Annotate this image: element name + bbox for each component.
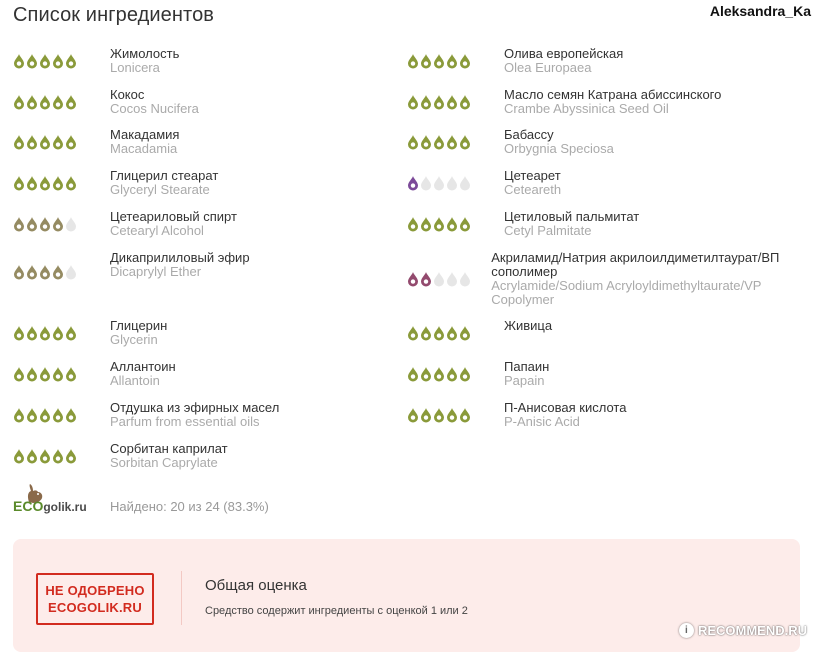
rating-drop-filled-icon — [52, 53, 64, 69]
rating-drop-filled-icon — [459, 134, 471, 150]
ingredient-item[interactable] — [13, 169, 393, 197]
ingredient-item[interactable] — [407, 210, 802, 238]
rating-drop-filled-icon — [433, 366, 445, 382]
ingredient-name-latin: Orbygnia Speciosa — [504, 141, 614, 156]
ingredient-item[interactable] — [13, 442, 393, 470]
rating-drop-filled-icon — [13, 53, 25, 69]
page-title: Список ингредиентов — [13, 4, 215, 26]
ingredient-name-ru[interactable]: Кокос — [110, 87, 145, 102]
ingredient-name-ru[interactable]: Бабассу — [504, 127, 554, 142]
ingredient-item[interactable] — [407, 401, 802, 429]
ingredient-rating — [407, 251, 491, 307]
ingredient-name-latin: Glycerin — [110, 332, 158, 347]
ingredient-name-latin: Dicaprylyl Ether — [110, 264, 202, 279]
rating-drop-filled-icon — [420, 366, 432, 382]
rating-drop-filled-icon — [65, 366, 77, 382]
ingredient-rating — [407, 319, 504, 346]
ingredient-name-latin: Glyceryl Stearate — [110, 182, 210, 197]
rating-drop-filled-icon — [26, 134, 38, 150]
rating-drop-filled-icon — [407, 325, 419, 341]
rating-drop-filled-icon — [446, 407, 458, 423]
rating-drop-filled-icon — [433, 134, 445, 150]
ingredient-name-ru[interactable]: Сорбитан каприлат — [110, 441, 228, 456]
ingredient-rating — [407, 401, 504, 428]
rating-drop-filled-icon — [52, 325, 64, 341]
ingredient-rating — [407, 169, 504, 196]
rating-drop-filled-icon — [52, 407, 64, 423]
rating-drop-filled-icon — [65, 53, 77, 69]
rating-drop-filled-icon — [459, 216, 471, 232]
ingredient-item[interactable] — [13, 128, 393, 156]
ingredient-name-ru[interactable]: Цетеариловый спирт — [110, 209, 237, 224]
logo-golik-text: golik.ru — [43, 500, 87, 514]
rating-drop-filled-icon — [26, 264, 38, 280]
rating-drop-filled-icon — [13, 264, 25, 280]
rating-drop-filled-icon — [459, 53, 471, 69]
rating-drop-empty-icon — [446, 271, 458, 287]
ingredient-item[interactable] — [13, 401, 393, 429]
not-approved-stamp — [36, 573, 154, 625]
rating-drop-filled-icon — [39, 134, 51, 150]
ingredient-rating — [13, 319, 110, 346]
rating-drop-empty-icon — [433, 271, 445, 287]
rating-drop-filled-icon — [39, 94, 51, 110]
ingredient-item[interactable] — [407, 319, 802, 346]
rating-drop-filled-icon — [420, 53, 432, 69]
ingredient-name-latin: Macadamia — [110, 141, 178, 156]
rating-drop-filled-icon — [433, 94, 445, 110]
rating-drop-filled-icon — [39, 53, 51, 69]
rating-drop-filled-icon — [433, 53, 445, 69]
ingredient-name-latin: Allantoin — [110, 373, 160, 388]
ingredient-name-ru[interactable]: Олива европейская — [504, 46, 624, 61]
rating-drop-filled-icon — [407, 271, 419, 287]
ingredient-name-latin: Papain — [504, 373, 545, 388]
verdict-divider — [181, 571, 182, 625]
rating-drop-filled-icon — [407, 94, 419, 110]
rating-drop-filled-icon — [65, 175, 77, 191]
ingredient-rating — [407, 47, 504, 74]
rating-drop-filled-icon — [39, 407, 51, 423]
rating-drop-filled-icon — [39, 448, 51, 464]
ingredient-name-ru[interactable]: П-Анисовая кислота — [504, 400, 627, 415]
rating-drop-filled-icon — [39, 264, 51, 280]
ingredient-item[interactable] — [13, 88, 393, 116]
rating-drop-filled-icon — [407, 407, 419, 423]
ingredient-rating — [13, 401, 110, 428]
rating-drop-filled-icon — [26, 216, 38, 232]
rating-drop-filled-icon — [52, 366, 64, 382]
rating-drop-filled-icon — [13, 134, 25, 150]
logo-eco-text: ECO — [13, 498, 44, 514]
ingredient-item[interactable] — [407, 128, 802, 156]
ingredient-name-ru[interactable]: Дикаприлиловый эфир — [110, 250, 250, 265]
rating-drop-filled-icon — [26, 448, 38, 464]
rating-drop-filled-icon — [433, 407, 445, 423]
ingredient-rating — [13, 251, 110, 293]
rating-drop-filled-icon — [13, 448, 25, 464]
ingredient-rating — [13, 360, 110, 387]
rating-drop-filled-icon — [407, 216, 419, 232]
rating-drop-filled-icon — [65, 448, 77, 464]
verdict-title: Общая оценка — [205, 577, 307, 594]
rating-drop-filled-icon — [420, 407, 432, 423]
rating-drop-empty-icon — [446, 175, 458, 191]
rating-drop-filled-icon — [420, 271, 432, 287]
rating-drop-empty-icon — [433, 175, 445, 191]
rating-drop-filled-icon — [13, 325, 25, 341]
ecogolik-logo[interactable] — [13, 484, 98, 518]
ingredient-item[interactable] — [407, 169, 802, 197]
rating-drop-empty-icon — [459, 271, 471, 287]
ingredient-rating — [13, 442, 110, 469]
rating-drop-empty-icon — [65, 264, 77, 280]
rating-drop-filled-icon — [459, 94, 471, 110]
rating-drop-filled-icon — [420, 325, 432, 341]
ingredient-item[interactable] — [13, 360, 393, 388]
ingredient-rating — [13, 169, 110, 196]
rating-drop-filled-icon — [26, 407, 38, 423]
rating-drop-filled-icon — [26, 175, 38, 191]
rating-drop-filled-icon — [13, 94, 25, 110]
ingredient-name-latin: Olea Europaea — [504, 60, 592, 75]
ingredient-name-latin: Cetearyl Alcohol — [110, 223, 204, 238]
stamp-line-1: НЕ ОДОБРЕНО — [45, 583, 145, 598]
ingredient-rating — [407, 360, 504, 387]
ingredient-item[interactable] — [407, 88, 802, 116]
rating-drop-filled-icon — [420, 134, 432, 150]
rating-drop-filled-icon — [13, 407, 25, 423]
rating-drop-filled-icon — [433, 216, 445, 232]
ingredient-item[interactable] — [13, 251, 393, 293]
ingredient-name-latin: Ceteareth — [504, 182, 562, 197]
ingredient-name-ru[interactable]: Жимолость — [110, 46, 180, 61]
ingredient-name-ru[interactable]: Живица — [504, 318, 553, 333]
rating-drop-filled-icon — [407, 53, 419, 69]
ingredient-name-ru[interactable]: Папаин — [504, 359, 550, 374]
ingredient-rating — [13, 88, 110, 115]
ingredient-rating — [407, 128, 504, 155]
ingredient-name-latin: Crambe Abyssinica Seed Oil — [504, 101, 669, 116]
ingredient-name-latin: Parfum from essential oils — [110, 414, 260, 429]
ingredient-name-latin: P-Anisic Acid — [504, 414, 580, 429]
rating-drop-filled-icon — [446, 216, 458, 232]
rating-drop-filled-icon — [52, 216, 64, 232]
ingredient-name-ru[interactable]: Глицерил стеарат — [110, 168, 219, 183]
rating-drop-filled-icon — [13, 366, 25, 382]
rating-drop-filled-icon — [26, 94, 38, 110]
ingredient-name-latin: Sorbitan Caprylate — [110, 455, 218, 470]
rating-drop-filled-icon — [39, 216, 51, 232]
ingredient-name-ru[interactable]: Цетеарет — [504, 168, 561, 183]
ingredient-rating — [13, 128, 110, 155]
ingredient-rating — [407, 210, 504, 237]
ingredient-item[interactable] — [407, 47, 802, 75]
watermark-text: RECOMMEND.RU — [697, 623, 807, 638]
rating-drop-empty-icon — [420, 175, 432, 191]
rating-drop-filled-icon — [446, 94, 458, 110]
verdict-description: Средство содержит ингредиенты с оценкой 1 или 2 — [205, 605, 468, 617]
ingredient-name-ru[interactable]: Отдушка из эфирных масел — [110, 400, 280, 415]
rating-drop-filled-icon — [39, 366, 51, 382]
stamp-line-2: ECOGOLIK.RU — [48, 600, 142, 615]
rating-drop-filled-icon — [13, 216, 25, 232]
ingredient-name-ru[interactable]: Макадамия — [110, 127, 180, 142]
ingredient-name-ru[interactable]: Глицерин — [110, 318, 168, 333]
rating-drop-filled-icon — [65, 407, 77, 423]
ingredient-item[interactable] — [13, 319, 393, 347]
rating-drop-filled-icon — [407, 134, 419, 150]
rating-drop-filled-icon — [52, 94, 64, 110]
ingredient-rating — [13, 210, 110, 237]
recommend-watermark — [679, 623, 807, 638]
ingredient-name-latin: Cetyl Palmitate — [504, 223, 592, 238]
rating-drop-filled-icon — [52, 175, 64, 191]
rating-drop-filled-icon — [52, 134, 64, 150]
rating-drop-filled-icon — [13, 175, 25, 191]
username-link[interactable]: Aleksandra_Ka — [709, 3, 811, 19]
rating-drop-filled-icon — [459, 325, 471, 341]
ingredient-name-latin: Lonicera — [110, 60, 160, 75]
rating-drop-filled-icon — [39, 325, 51, 341]
rating-drop-filled-icon — [446, 134, 458, 150]
ingredient-name-ru[interactable]: Цетиловый пальмитат — [504, 209, 640, 224]
watermark-icon: i — [679, 623, 694, 638]
rating-drop-filled-icon — [65, 94, 77, 110]
rating-drop-filled-icon — [26, 53, 38, 69]
rating-drop-filled-icon — [446, 53, 458, 69]
rating-drop-filled-icon — [52, 448, 64, 464]
rating-drop-filled-icon — [65, 134, 77, 150]
ingredient-name-ru[interactable]: Масло семян Катрана абиссинского — [504, 87, 722, 102]
ingredient-rating — [13, 47, 110, 74]
ingredient-rating — [407, 88, 504, 115]
rating-drop-filled-icon — [459, 407, 471, 423]
rating-drop-filled-icon — [52, 264, 64, 280]
rating-drop-filled-icon — [420, 94, 432, 110]
rating-drop-filled-icon — [459, 366, 471, 382]
ingredient-name-latin: Acrylamide/Sodium Acryloyldimethyltaurate/VP Copolymer — [491, 278, 762, 307]
ingredient-item[interactable] — [407, 360, 802, 388]
ingredient-item[interactable] — [407, 251, 802, 307]
ingredient-item[interactable] — [13, 47, 393, 75]
rating-drop-filled-icon — [446, 325, 458, 341]
rating-drop-empty-icon — [65, 216, 77, 232]
rating-drop-filled-icon — [407, 366, 419, 382]
rating-drop-filled-icon — [420, 216, 432, 232]
rating-drop-empty-icon — [459, 175, 471, 191]
rating-drop-filled-icon — [407, 175, 419, 191]
found-count: Найдено: 20 из 24 (83.3%) — [110, 499, 269, 514]
rating-drop-filled-icon — [39, 175, 51, 191]
rating-drop-filled-icon — [446, 366, 458, 382]
rating-drop-filled-icon — [26, 325, 38, 341]
ingredient-item[interactable] — [13, 210, 393, 238]
ingredient-name-ru[interactable]: Аллантоин — [110, 359, 176, 374]
rating-drop-filled-icon — [433, 325, 445, 341]
rating-drop-filled-icon — [65, 325, 77, 341]
ingredient-name-latin: Cocos Nucifera — [110, 101, 199, 116]
rating-drop-filled-icon — [26, 366, 38, 382]
ingredient-name-ru[interactable]: Акриламид/Натрия акрилоилдиметилтаурат/ВП сополимер — [491, 250, 780, 279]
